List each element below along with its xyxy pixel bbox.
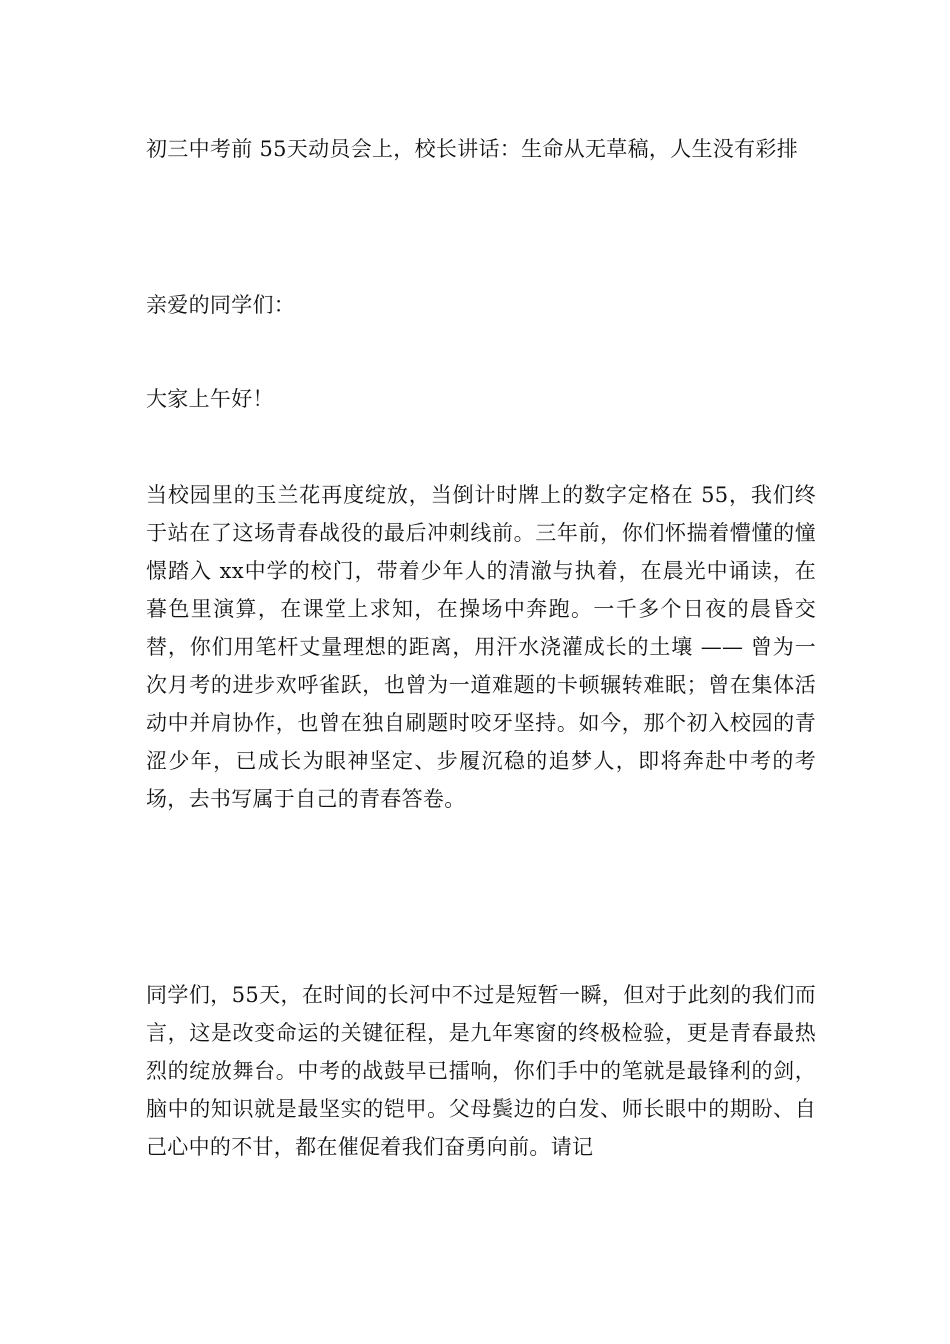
salutation: 亲爱的同学们：: [146, 293, 296, 317]
body-paragraph: 同学们，55天，在时间的长河中不过是短暂一瞬，但对于此刻的我们而言，这是改变命运的关键征程，是九年寒窗的终极检验，更是青春最热烈的绽放舞台。中考的战鼓早已擂响，你们手中的笔就是最锋利的剑，脑中的知识就是最坚实的铠甲。父母鬓边的白发、师长眼中的期盼、自己心中的不甘，都在催促着我们奋勇向前。请记: [146, 983, 816, 1159]
document-title: 初三中考前 55天动员会上，校长讲话：生命从无草稿，人生没有彩排: [146, 137, 798, 161]
body-paragraph: 当校园里的玉兰花再度绽放，当倒计时牌上的数字定格在 55，我们终于站在了这场青春战役的最后冲刺线前。三年前，你们怀揣着懵懂的憧憬踏入 xx中学的校门，带着少年人的清澈与执着，在晨光中诵读，在暮色里演算，在课堂上求知，在操场中奔跑。一千多个日夜的晨昏交替，你们用笔杆丈量理想的距离，用汗水浇灌成长的土壤 —— 曾为一次月考的进步欢呼雀跃，也曾为一道难题的卡顿辗转难眠；曾在集体活动中并肩协作，也曾在独自刷题时咬牙坚持。如今，那个初入校园的青涩少年，已成长为眼神坚定、步履沉稳的追梦人，即将奔赴中考的考场，去书写属于自己的青春答卷。: [146, 483, 816, 811]
greeting: 大家上午好！: [146, 387, 274, 411]
